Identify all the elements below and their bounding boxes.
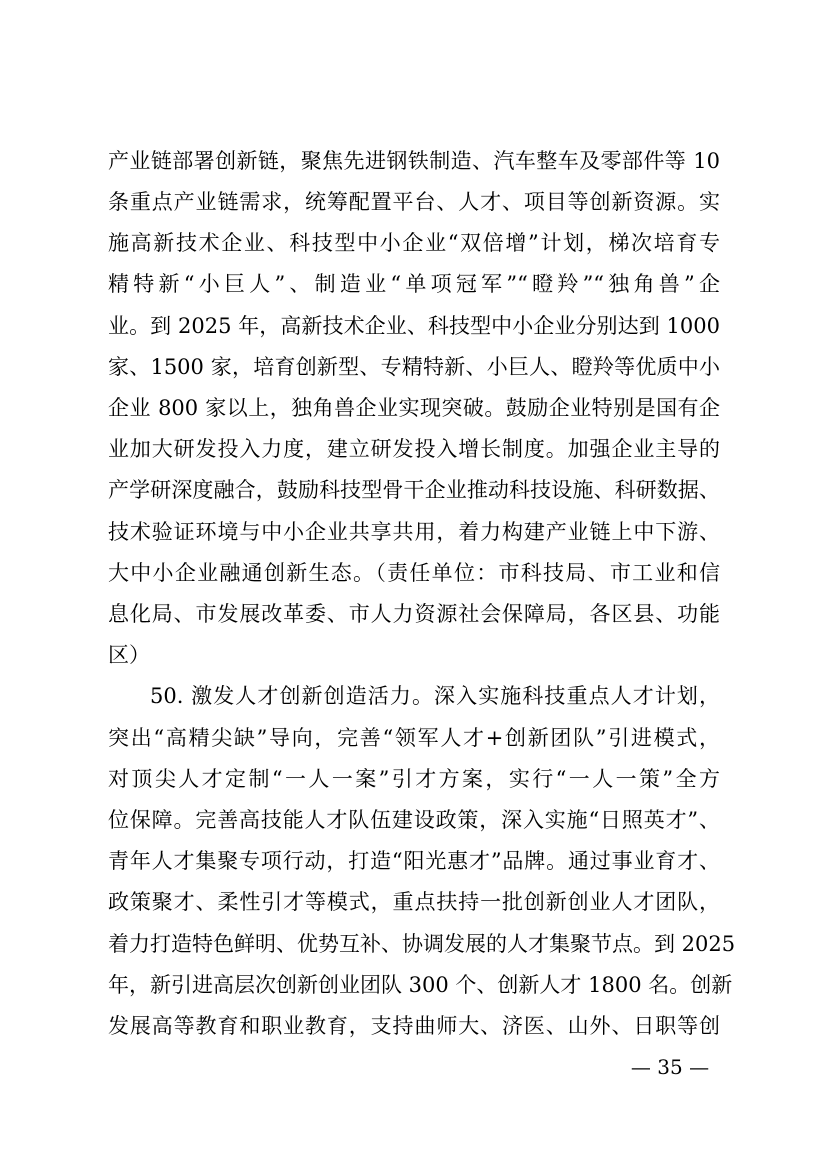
text-line: 条重点产业链需求，统筹配置平台、人才、项目等创新资源。实 bbox=[108, 190, 720, 214]
text-line: 位保障。完善高技能人才队伍建设政策，深入实施“日照英才”、 bbox=[108, 808, 720, 832]
text-line: 对顶尖人才定制“一人一案”引才方案，实行“一人一策”全方 bbox=[108, 767, 720, 791]
text-line: 家、1500 家，培育创新型、专精特新、小巨人、瞪羚等优质中小 bbox=[108, 355, 720, 379]
text-line: 大中小企业融通创新生态。（责任单位：市科技局、市工业和信 bbox=[108, 561, 720, 585]
text-line: 政策聚才、柔性引才等模式，重点扶持一批创新创业人才团队， bbox=[108, 890, 720, 914]
paragraph-heading-line: 50. 激发人才创新创造活力。深入实施科技重点人才计划， bbox=[150, 684, 720, 708]
page-number: — 35 — bbox=[630, 1055, 710, 1079]
text-line: 突出“高精尖缺”导向，完善“领军人才+创新团队”引进模式， bbox=[108, 726, 720, 750]
text-line: 青年人才集聚专项行动，打造“阳光惠才”品牌。通过事业育才、 bbox=[108, 849, 720, 873]
text-line: 业。到 2025 年，高新技术企业、科技型中小企业分别达到 1000 bbox=[108, 314, 720, 338]
text-line: 年，新引进高层次创新创业团队 300 个、创新人才 1800 名。创新 bbox=[108, 973, 733, 997]
text-line: 着力打造特色鲜明、优势互补、协调发展的人才集聚节点。到 2025 bbox=[108, 932, 736, 956]
text-line: 业加大研发投入力度，建立研发投入增长制度。加强企业主导的 bbox=[108, 437, 720, 461]
text-line: 技术验证环境与中小企业共享共用，着力构建产业链上中下游、 bbox=[108, 520, 720, 544]
text-line: 企业 800 家以上，独角兽企业实现突破。鼓励企业特别是国有企 bbox=[108, 396, 720, 420]
text-line: 发展高等教育和职业教育，支持曲师大、济医、山外、日职等创 bbox=[108, 1014, 720, 1038]
text-line: 施高新技术企业、科技型中小企业“双倍增”计划，梯次培育专 bbox=[108, 231, 720, 255]
text-line: 息化局、市发展改革委、市人力资源社会保障局，各区县、功能 bbox=[108, 602, 720, 626]
text-line: 精特新“小巨人”、制造业“单项冠军”“瞪羚”“独角兽”企 bbox=[108, 272, 720, 296]
text-line: 产业链部署创新链，聚焦先进钢铁制造、汽车整车及零部件等 10 bbox=[108, 149, 720, 173]
text-line: 产学研深度融合，鼓励科技型骨干企业推动科技设施、科研数据、 bbox=[108, 478, 720, 502]
text-line: 区） bbox=[108, 643, 150, 667]
